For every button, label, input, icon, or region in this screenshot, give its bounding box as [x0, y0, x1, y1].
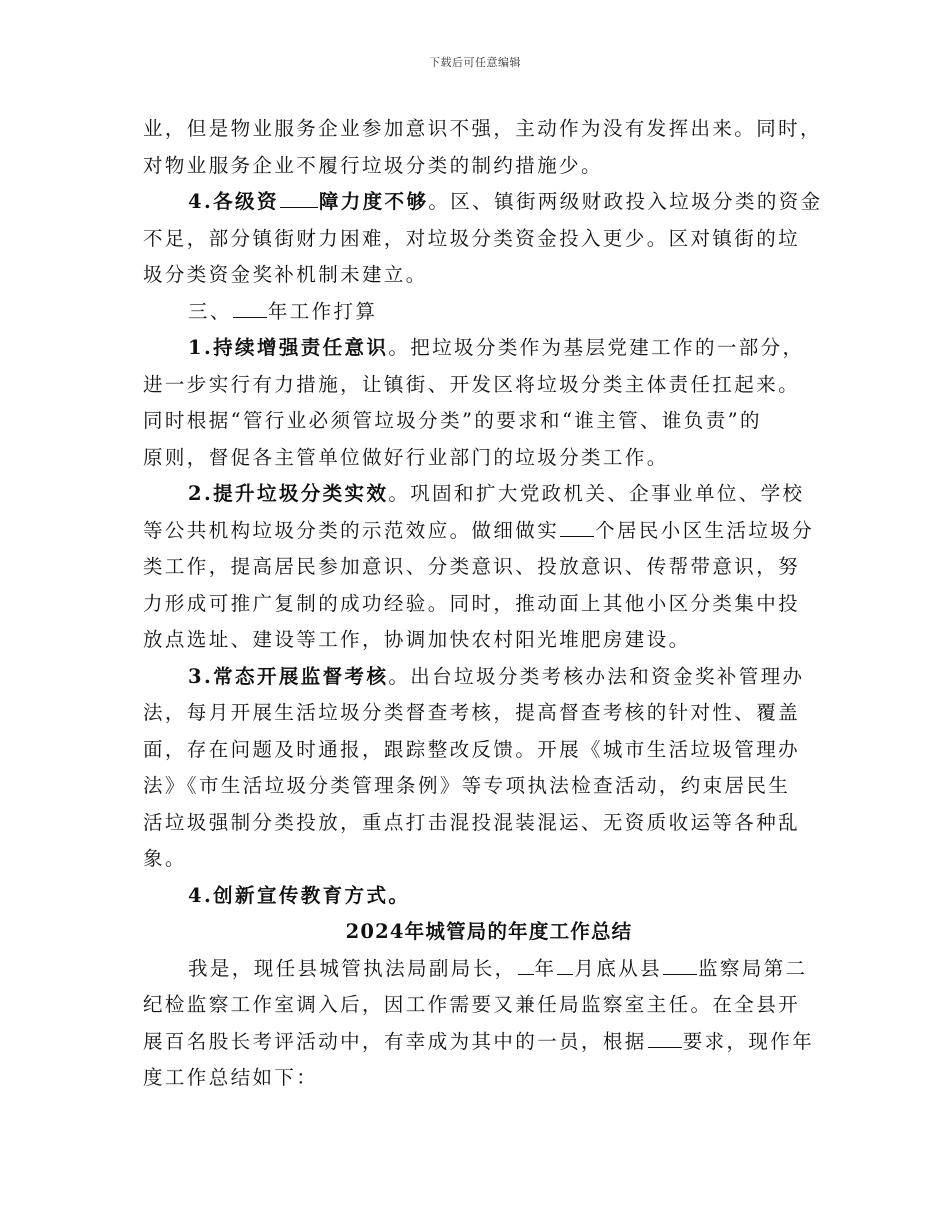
- paragraph-line: 度工作总结如下：: [143, 1066, 319, 1089]
- paragraph-line: 对物业服务企业不履行垃圾分类的制约措施少。: [143, 153, 603, 177]
- section-title: 年工作打算: [267, 299, 378, 323]
- paragraph-text: 。区、镇街两级财政投入垃圾分类的资金: [428, 190, 823, 213]
- page-header: 下载后可任意编辑: [429, 56, 521, 69]
- paragraph-text: 等公共机构垃圾分类的示范效应。做细做实: [143, 518, 560, 542]
- fill-blank: [648, 1025, 682, 1048]
- paragraph-line: 法，每月开展生活垃圾分类督查考核，提高督查考核的针对性、覆盖: [143, 701, 801, 724]
- paragraph-line: [143, 513, 813, 550]
- paragraph-line: 不足，部分镇街财力困难，对垃圾分类资金投入更少。区对镇街的垃: [143, 226, 801, 250]
- paragraph-line: 业，但是物业服务企业参加意识不强，主动作为没有发挥出来。同时，: [143, 117, 822, 140]
- paragraph-text: 展百名股长考评活动中，有幸成为其中的一员，根据: [143, 1029, 647, 1053]
- document-title: 2024年城管局的年度工作总结: [345, 920, 633, 943]
- paragraph-line: 放点选址、建设等工作，协调加快农村阳光堆肥房建设。: [143, 628, 691, 651]
- fill-blank: [560, 514, 594, 537]
- paragraph-heading: 1.持续增强责任意识: [188, 336, 389, 359]
- paragraph-line: 原则，督促各主管单位做好行业部门的垃圾分类工作。: [143, 445, 669, 469]
- paragraph-text: 监察局第二: [698, 956, 808, 980]
- paragraph-responsibility: [143, 330, 813, 367]
- section-heading: [143, 294, 813, 331]
- paragraph-text: 月底从县: [574, 956, 663, 980]
- paragraph-line: 圾分类资金奖补机制未建立。: [143, 263, 428, 286]
- paragraph-line: 面，存在问题及时通报，跟踪整改反馈。开展《城市生活垃圾管理办: [143, 737, 801, 761]
- fill-blank: [233, 295, 267, 318]
- paragraph-heading: 4.各级资: [188, 190, 279, 213]
- paragraph-line: 纪检监察工作室调入后，因工作需要又兼任局监察室主任。在全县开: [143, 993, 801, 1016]
- paragraph-text: 个居民小区生活垃圾分: [595, 518, 815, 542]
- paragraph-line: 类工作，提高居民参加意识、分类意识、投放意识、传帮带意识，努: [143, 555, 801, 578]
- paragraph-funding: [143, 184, 823, 221]
- paragraph-text: 要求，现作年: [682, 1029, 815, 1053]
- paragraph-heading: 2.提升垃圾分类实效: [188, 482, 389, 505]
- paragraph-text: 我是，现任县城管执法局副局长，: [188, 956, 517, 980]
- paragraph-line: [143, 1024, 813, 1061]
- document-body: [143, 111, 823, 1097]
- paragraph-text: 。把垃圾分类作为基层党建工作的一部分，: [388, 336, 805, 359]
- paragraph-line: 同时根据“管行业必须管垃圾分类”的要求和“谁主管、谁负责”的: [143, 409, 762, 432]
- fill-blank: [663, 952, 697, 975]
- paragraph-line: 法》《市生活垃圾分类管理条例》等专项执法检查活动，约束居民生: [143, 774, 791, 797]
- paragraph-heading: 障力度不够: [318, 190, 429, 213]
- paragraph-line: 进一步实行有力措施，让镇街、开发区将垃圾分类主体责任扛起来。: [143, 372, 801, 396]
- section-number: 三、: [188, 299, 232, 323]
- paragraph-education: [143, 878, 813, 915]
- fill-blank: [557, 952, 573, 975]
- fill-blank: [518, 952, 534, 975]
- paragraph-effectiveness: [143, 476, 813, 513]
- paragraph-line: 力形成可推广复制的成功经验。同时，推动面上其他小区分类集中投: [143, 591, 801, 615]
- paragraph-heading: 4.创新宣传教育方式。: [188, 883, 411, 907]
- paragraph-intro: [143, 951, 813, 988]
- paragraph-text: 。巩固和扩大党政机关、企事业单位、学校: [388, 482, 805, 505]
- paragraph-supervision: [143, 659, 813, 696]
- paragraph-line: 活垃圾强制分类投放，重点打击混投混装混运、无资质收运等各种乱: [143, 810, 801, 834]
- paragraph-text: 。出台垃圾分类考核办法和资金奖补管理办: [388, 664, 805, 688]
- paragraph-text: 年: [534, 956, 557, 980]
- paragraph-heading: 3.常态开展监督考核: [188, 664, 389, 688]
- fill-blank: [280, 185, 318, 208]
- paragraph-line: 象。: [143, 847, 187, 870]
